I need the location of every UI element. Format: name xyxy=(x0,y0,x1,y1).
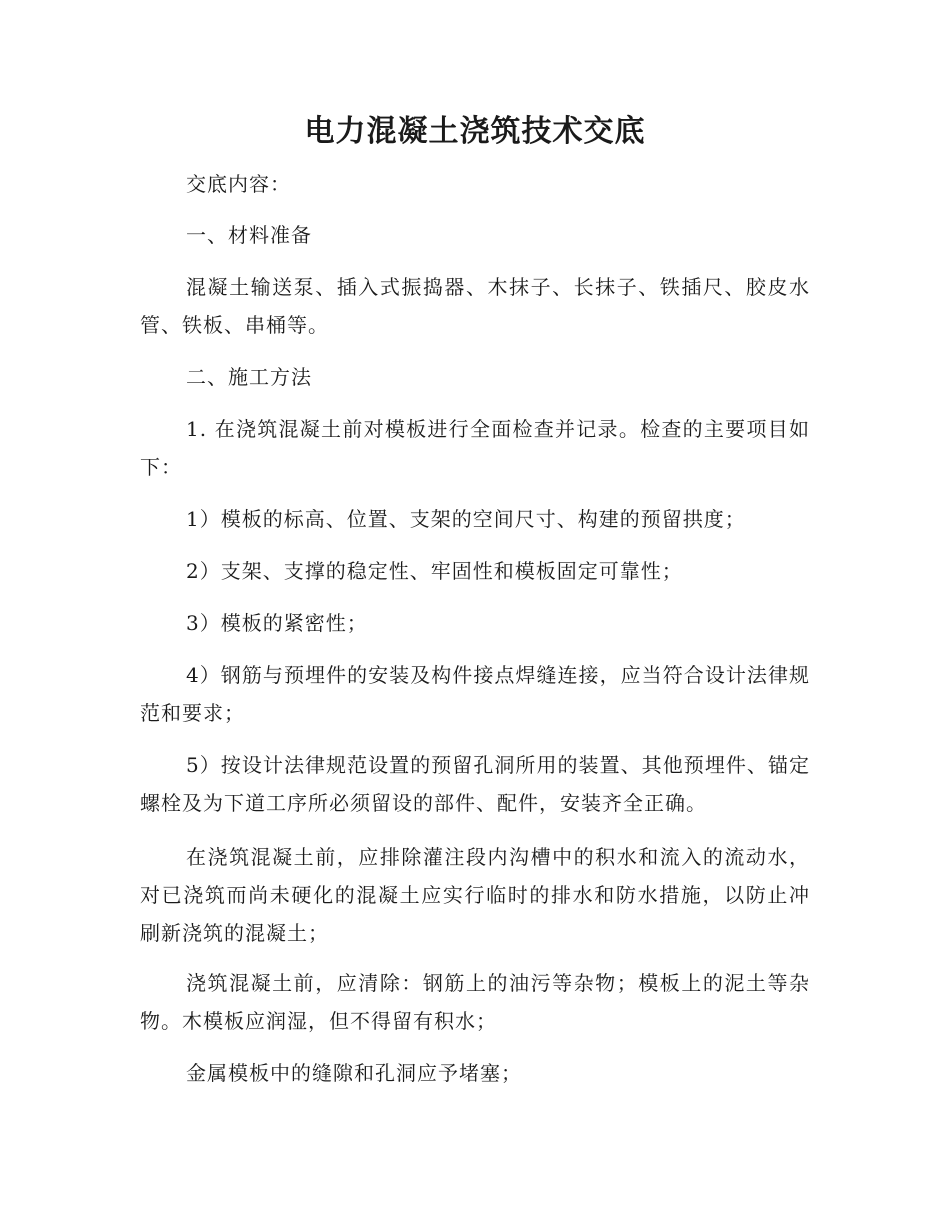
paragraph-item-1: 1）模板的标高、位置、支架的空间尺寸、构建的预留拱度； xyxy=(186,507,746,531)
section-heading-methods: 二、施工方法 xyxy=(186,365,312,389)
paragraph-cleaning: 浇筑混凝土前，应清除：钢筋上的油污等杂物；模板上的泥土等杂物。木模板应润湿，但不得留有积水； xyxy=(140,971,810,1033)
paragraph-item-3: 3）模板的紧密性； xyxy=(186,611,368,635)
section-heading-materials: 一、材料准备 xyxy=(186,223,312,247)
document-title: 电力混凝土浇筑技术交底 xyxy=(304,114,646,149)
paragraph-drainage: 在浇筑混凝土前，应排除灌注段内沟槽中的积水和流入的流动水，对已浇筑而尚未硬化的混凝土应实行临时的排水和防水措施，以防止冲刷新浇筑的混凝土； xyxy=(140,845,810,945)
paragraph-step-1: 1. 在浇筑混凝土前对模板进行全面检查并记录。检查的主要项目如下： xyxy=(140,417,810,479)
paragraph-metal-formwork: 金属模板中的缝隙和孔洞应予堵塞； xyxy=(186,1061,522,1085)
paragraph-item-5: 5）按设计法律规范设置的预留孔洞所用的装置、其他预埋件、锚定螺栓及为下道工序所必须留设的部件、配件，安装齐全正确。 xyxy=(140,753,810,815)
paragraph-intro: 交底内容： xyxy=(186,172,291,196)
paragraph-item-4: 4）钢筋与预埋件的安装及构件接点焊缝连接，应当符合设计法律规范和要求； xyxy=(140,663,810,725)
paragraph-materials-list: 混凝土输送泵、插入式振捣器、木抹子、长抹子、铁插尺、胶皮水管、铁板、串桶等。 xyxy=(140,275,810,337)
paragraph-item-2: 2）支架、支撑的稳定性、牢固性和模板固定可靠性； xyxy=(186,559,683,583)
